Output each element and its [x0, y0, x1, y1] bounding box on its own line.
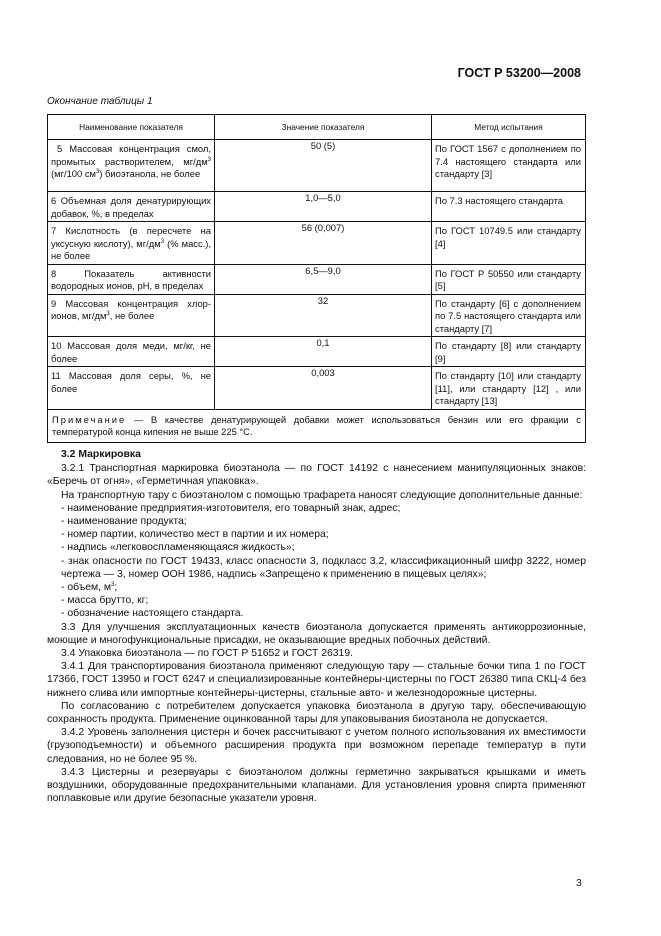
table-row	[48, 140, 586, 192]
section-title: 3.2 Маркировка	[61, 449, 141, 460]
row-value-cell: 50 (5)	[215, 140, 432, 192]
row-name-cell: 10 Массовая доля меди, мг/кг, не более	[48, 337, 215, 367]
column-header-name: Наименование показателя	[48, 115, 215, 140]
row-value-cell: 56 (0,007)	[215, 222, 432, 265]
row-value-cell: 0,003	[215, 367, 432, 410]
note-text: — В качестве денатурирующей добавки может использоваться бензин или его фракции с температурой конца кипения не выше 225 °С.	[52, 413, 581, 437]
note-label: Примечание	[52, 413, 127, 425]
page-number: 3	[576, 878, 582, 889]
list-item: - масса брутто, кг;	[61, 595, 149, 607]
table-row	[48, 367, 586, 410]
table-row	[48, 192, 586, 222]
column-header-value: Значение показателя	[215, 115, 432, 140]
paragraph: 3.3 Для улучшения эксплуатационных качеств биоэтанола допускается применять антикоррозионные, моющие и многофункциональные присадки, не оказывающие вредных побочных действий.	[47, 621, 586, 646]
table-caption: Окончание таблицы 1	[47, 96, 153, 107]
row-name-cell: 11 Массовая доля серы, %, не более	[48, 367, 215, 410]
row-name-cell: 9 Массовая концентрация хлор-ионов, $мг/дм^3$, не более	[48, 294, 215, 337]
row-method-cell: По стандарту [6] с дополнением по 7.5 настоящего стандарта или стандарту [7]	[432, 294, 586, 337]
section-content	[47, 448, 586, 805]
list-item: - наименование продукта;	[61, 516, 187, 528]
list-item: - обозначение настоящего стандарта.	[61, 608, 244, 620]
row-method-cell: По стандарту [10] или стандарту [11], или стандарту [12] , или стандарту [13]	[432, 367, 586, 410]
row-value-cell: 6,5—9,0	[215, 264, 432, 294]
row-name-cell: 8 Показатель активности водородных ионов, pH, в пределах	[48, 264, 215, 294]
indicators-table	[47, 114, 586, 443]
row-name-cell: 7 Кислотность (в пересчете на уксусную кислоту), $мг/дм^3$ (% масс.), не более	[48, 222, 215, 265]
row-method-cell: По стандарту [8] или стандарту [9]	[432, 337, 586, 367]
paragraph: 3.2.1 Транспортная маркировка биоэтанола — по ГОСТ 14192 с нанесением манипуляционных знаков: «Беречь от огня», «Герметичная упаковка».	[47, 463, 586, 488]
row-method-cell: По ГОСТ 10749.5 или стандарту [4]	[432, 222, 586, 265]
paragraph: 3.4.2 Уровень заполнения цистерн и бочек рассчитывают с учетом полного использования их вместимости (грузоподъемности) и объемного расширения продукта при возможном перепаде температур в пути следования, но не более 95 %.	[47, 727, 586, 765]
table-row	[48, 222, 586, 265]
table-row	[48, 294, 586, 337]
row-method-cell: По ГОСТ Р 50550 или стандарту [5]	[432, 264, 586, 294]
row-value-cell: 0,1	[215, 337, 432, 367]
row-value-cell: 1,0—5,0	[215, 192, 432, 222]
list-item: - номер партии, количество мест в партии и их номера;	[61, 529, 329, 541]
paragraph: По согласованию с потребителем допускается упаковка биоэтанола в другую тару, обеспечивающую сохранность продукта. Применение оцинкованной тары для упаковывания биоэтанола не допускается.	[47, 700, 586, 726]
list-item: - надпись «легковоспламеняющаяся жидкость»;	[61, 542, 295, 554]
table-note-row	[48, 409, 586, 442]
list-item: - знак опасности по ГОСТ 19433, класс опасности 3, подкласс 3.2, классификационный шифр 3222, номер чертежа — 3, номер ООН 1986, надпись «Запрещено к применению в пищевых целях»;	[61, 555, 586, 580]
standard-header: ГОСТ Р 53200—2008	[457, 66, 581, 80]
list-item: - наименование предприятия-изготовителя, его товарный знак, адрес;	[61, 502, 401, 514]
table-row	[48, 337, 586, 367]
list-item: - объем, $м^3$;	[61, 582, 118, 594]
table-note	[48, 409, 586, 442]
paragraph: 3.4.3 Цистерны и резервуары с биоэтанолом должны герметично закрываться крышками и иметь воздушники, оборудованные предохранительными клапанами. Для установления уровня спирта применяют поплавковые или другие безопасные указатели уровня.	[47, 766, 586, 805]
paragraph: 3.4 Упаковка биоэтанола — по ГОСТ Р 51652 и ГОСТ 26319.	[61, 648, 353, 660]
column-header-method: Метод испытания	[432, 115, 586, 140]
table-header-row	[48, 115, 586, 140]
row-method-cell: По 7.3 настоящего стандарта	[432, 192, 586, 222]
table-row	[48, 264, 586, 294]
row-name-cell: 5 Массовая концентрация смол, промытых растворителем, $мг/дм^3$ (мг/100 $см^3$) биоэтанола, не более	[48, 140, 215, 192]
row-value-cell: 32	[215, 294, 432, 337]
paragraph: На транспортную тару с биоэтанолом с помощью трафарета наносят следующие дополнительные данные:	[61, 489, 583, 501]
paragraph: 3.4.1 Для транспортирования биоэтанола применяют следующую тару — стальные бочки типа 1 по ГОСТ 17366, ГОСТ 13950 и ГОСТ 6247 и специализированные контейнеры-цистерны по ГОСТ 26380 типа СКЦ-4 без нижнего слива или импортные контейнеры-цистерны, стальные авто- и железнодорожные цистерны.	[47, 661, 586, 699]
row-method-cell: По ГОСТ 1567 с дополнением по 7.4 настоящего стандарта или стандарту [3]	[432, 140, 586, 192]
row-name-cell: 6 Объемная доля денатурирующих добавок, %, в пределах	[48, 192, 215, 222]
